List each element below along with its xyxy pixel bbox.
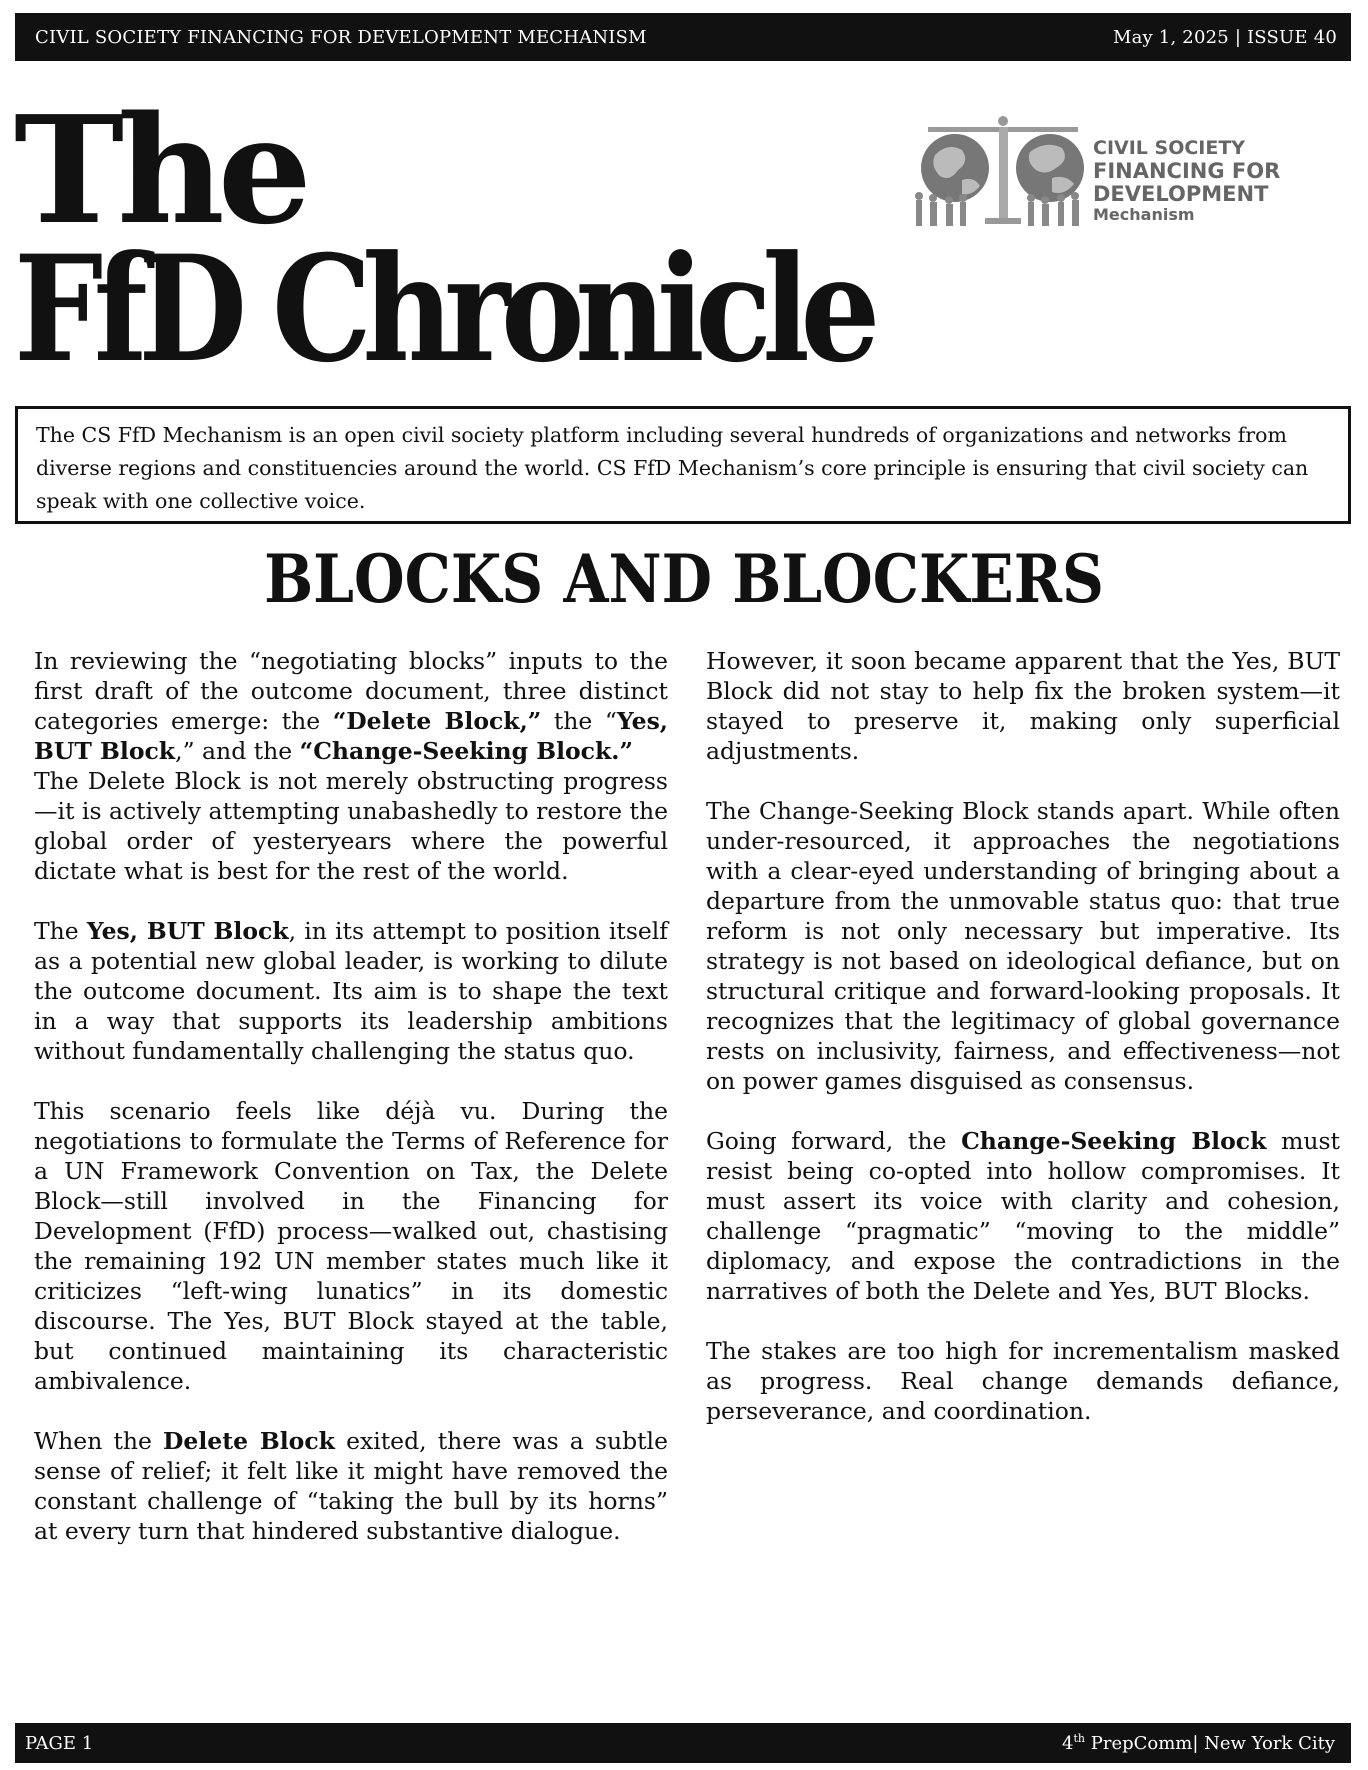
issue-info: May 1, 2025 | ISSUE 40 [1112, 26, 1337, 48]
intro-box: The CS FfD Mechanism is an open civil society platform including several hundreds of organizations and networks from diverse regions and constituencies around the world. CS FfD Mechanism’s core principle is ensuring that civil society can speak with one collective voice. [15, 406, 1351, 524]
masthead-line-2: FfD Chronicle [14, 224, 871, 395]
page-number: PAGE 1 [25, 1732, 94, 1754]
event-number: 4 [1062, 1733, 1074, 1754]
text-run: In reviewing the “negotiating blocks” inputs to the first draft of the outcome document, three distinct categories emerge: the [34, 647, 668, 735]
text-run: ,” and the [175, 737, 300, 765]
event-info [1062, 1732, 1335, 1754]
article-headline: BLOCKS AND BLOCKERS [264, 540, 1104, 618]
top-banner [15, 13, 1351, 61]
paragraph-1 [34, 646, 668, 766]
text-run: must resist being co-opted into hollow compromises. It must assert its voice with clarity and cohesion, challenge “pragmatic” “moving to the middle” diplomacy, and expose the contradictions in the narratives of both the Delete and Yes, BUT Blocks. [706, 1127, 1340, 1305]
paragraph-3 [34, 916, 668, 1066]
logo-line-3: DEVELOPMENT [1093, 182, 1269, 206]
text-run: the “ [541, 707, 617, 735]
text-run: Going forward, the [706, 1127, 962, 1155]
footer-banner [15, 1723, 1351, 1763]
org-name: CIVIL SOCIETY FINANCING FOR DEVELOPMENT MECHANISM [35, 26, 647, 48]
masthead-title [14, 83, 974, 395]
paragraph-2: The Delete Block is not merely obstructing progress—it is actively attempting unabashedly to restore the global order of yesteryears where the powerful dictate what is best for the rest of the world. [34, 767, 668, 885]
bold-text: Delete Block [163, 1427, 335, 1455]
text-run: When the [34, 1427, 164, 1455]
event-ordinal: th [1073, 1732, 1085, 1745]
event-name: PrepComm| New York City [1085, 1733, 1335, 1754]
bold-text: Change-Seeking Block [961, 1127, 1267, 1155]
text-run: The [34, 917, 87, 945]
article-column-right [706, 646, 1340, 1456]
logo-line-4: Mechanism [1093, 205, 1195, 224]
paragraph-6: However, it soon became apparent that the Yes, BUT Block did not stay to help fix the broken system—it stayed to preserve it, making only superficial adjustments. [706, 647, 1340, 765]
bold-text: Yes, BUT Block [86, 917, 289, 945]
paragraph-9: The stakes are too high for incrementalism masked as progress. Real change demands defiance, perseverance, and coordination. [706, 1337, 1340, 1425]
bold-text: Yes, BUT Block [34, 707, 668, 765]
paragraph-8 [706, 1126, 1340, 1306]
article-column-left [34, 646, 668, 1576]
logo-line-2: FINANCING FOR [1093, 159, 1281, 183]
masthead-line-1: The [14, 83, 305, 257]
logo-wordmark [1093, 137, 1280, 224]
paragraph-7: The Change-Seeking Block stands apart. While often under-resourced, it approaches the negotiations with a clear-eyed understanding of bringing about a departure from the unmovable status quo: that true reform is not only necessary but imperative. Its strategy is not based on ideological defiance, but on structural critique and forward-looking proposals. It recognizes that the legitimacy of global governance rests on inclusivity, fairness, and effectiveness—not on power games disguised as consensus. [706, 797, 1340, 1095]
paragraph-5 [34, 1426, 668, 1546]
bold-text: “Change-Seeking Block.” [299, 737, 633, 765]
text-run: exited, there was a subtle sense of relief; it felt like it might have removed the constant challenge of “taking the bull by its horns” at every turn that hindered substantive dialogue. [34, 1427, 668, 1545]
text-run: , in its attempt to position itself as a potential new global leader, is working to dilute the outcome document. Its aim is to shape the text in a way that supports its leadership ambitions without fundamentally challenging the status quo. [34, 917, 669, 1065]
logo-line-1: CIVIL SOCIETY [1093, 137, 1246, 159]
paragraph-4: This scenario feels like déjà vu. During the negotiations to formulate the Terms of Reference for a UN Framework Convention on Tax, the Delete Block—still involved in the Financing for Development (FfD) process—walked out, chastising the remaining 192 UN member states much like it criticizes “left-wing lunatics” in its domestic discourse. The Yes, BUT Block stayed at the table, but continued maintaining its characteristic ambivalence. [34, 1097, 668, 1395]
bold-text: “Delete Block,” [332, 707, 542, 735]
